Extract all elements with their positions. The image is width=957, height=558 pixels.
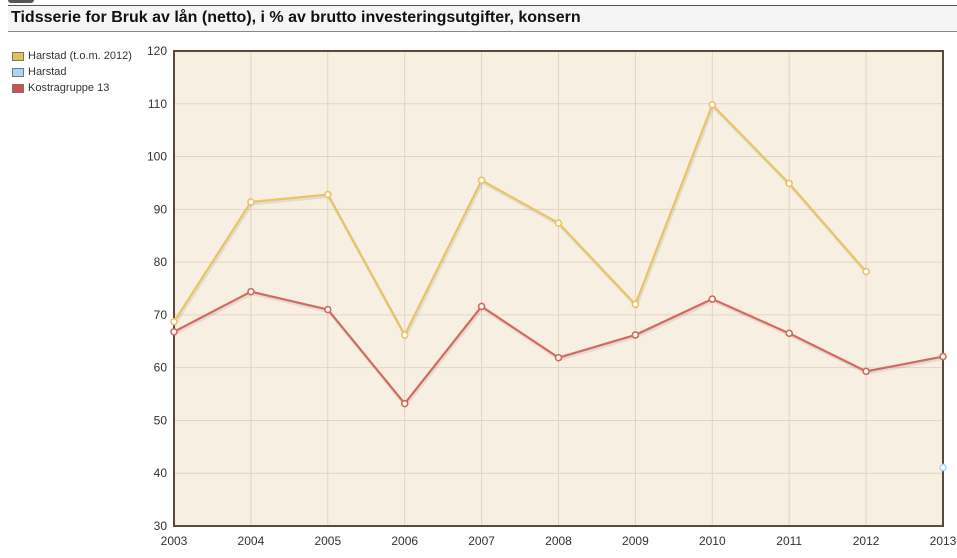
x-tick-label: 2009 — [622, 534, 649, 548]
x-tick-label: 2008 — [545, 534, 572, 548]
x-tick-label: 2011 — [776, 534, 803, 548]
y-tick-label: 30 — [153, 519, 167, 533]
data-point — [786, 180, 792, 186]
legend-label: Harstad (t.o.m. 2012) — [28, 50, 132, 62]
chart-title: Tidsserie for Bruk av lån (netto), i % av brutto investeringsutgifter, konsern — [11, 9, 581, 26]
data-point — [940, 464, 946, 470]
x-tick-label: 2007 — [468, 534, 495, 548]
y-tick-label: 60 — [153, 360, 167, 375]
data-point — [171, 319, 177, 325]
x-tick-label: 2003 — [160, 534, 188, 548]
x-tick-label: 2012 — [852, 534, 880, 548]
y-tick-label: 110 — [147, 96, 167, 111]
y-tick-label: 100 — [146, 149, 167, 164]
legend-label: Kostragruppe 13 — [28, 82, 110, 94]
data-point — [325, 192, 331, 198]
data-point — [479, 303, 485, 309]
data-point — [248, 199, 254, 205]
data-point — [248, 289, 254, 295]
x-tick-label: 2013 — [929, 534, 957, 548]
data-point — [863, 269, 869, 275]
data-point — [402, 401, 408, 407]
data-point — [940, 354, 946, 360]
y-tick-label: 50 — [153, 413, 167, 428]
y-tick-label: 120 — [146, 44, 167, 58]
x-tick-label: 2004 — [237, 534, 265, 548]
data-point — [786, 330, 792, 336]
x-tick-label: 2010 — [698, 534, 726, 548]
data-point — [171, 329, 177, 335]
data-point — [863, 368, 869, 374]
data-point — [556, 220, 562, 226]
data-point — [402, 332, 408, 338]
legend-label: Harstad — [28, 66, 67, 78]
data-point — [632, 301, 638, 307]
data-point — [325, 307, 331, 313]
y-tick-label: 70 — [153, 307, 167, 322]
x-tick-label: 2006 — [391, 534, 419, 548]
data-point — [556, 355, 562, 361]
x-tick-label: 2005 — [314, 534, 342, 548]
data-point — [479, 177, 485, 183]
data-point — [709, 102, 715, 108]
data-point — [709, 296, 715, 302]
y-tick-label: 90 — [153, 202, 167, 217]
y-tick-label: 40 — [153, 466, 167, 481]
data-point — [632, 332, 638, 338]
y-tick-label: 80 — [153, 255, 167, 270]
